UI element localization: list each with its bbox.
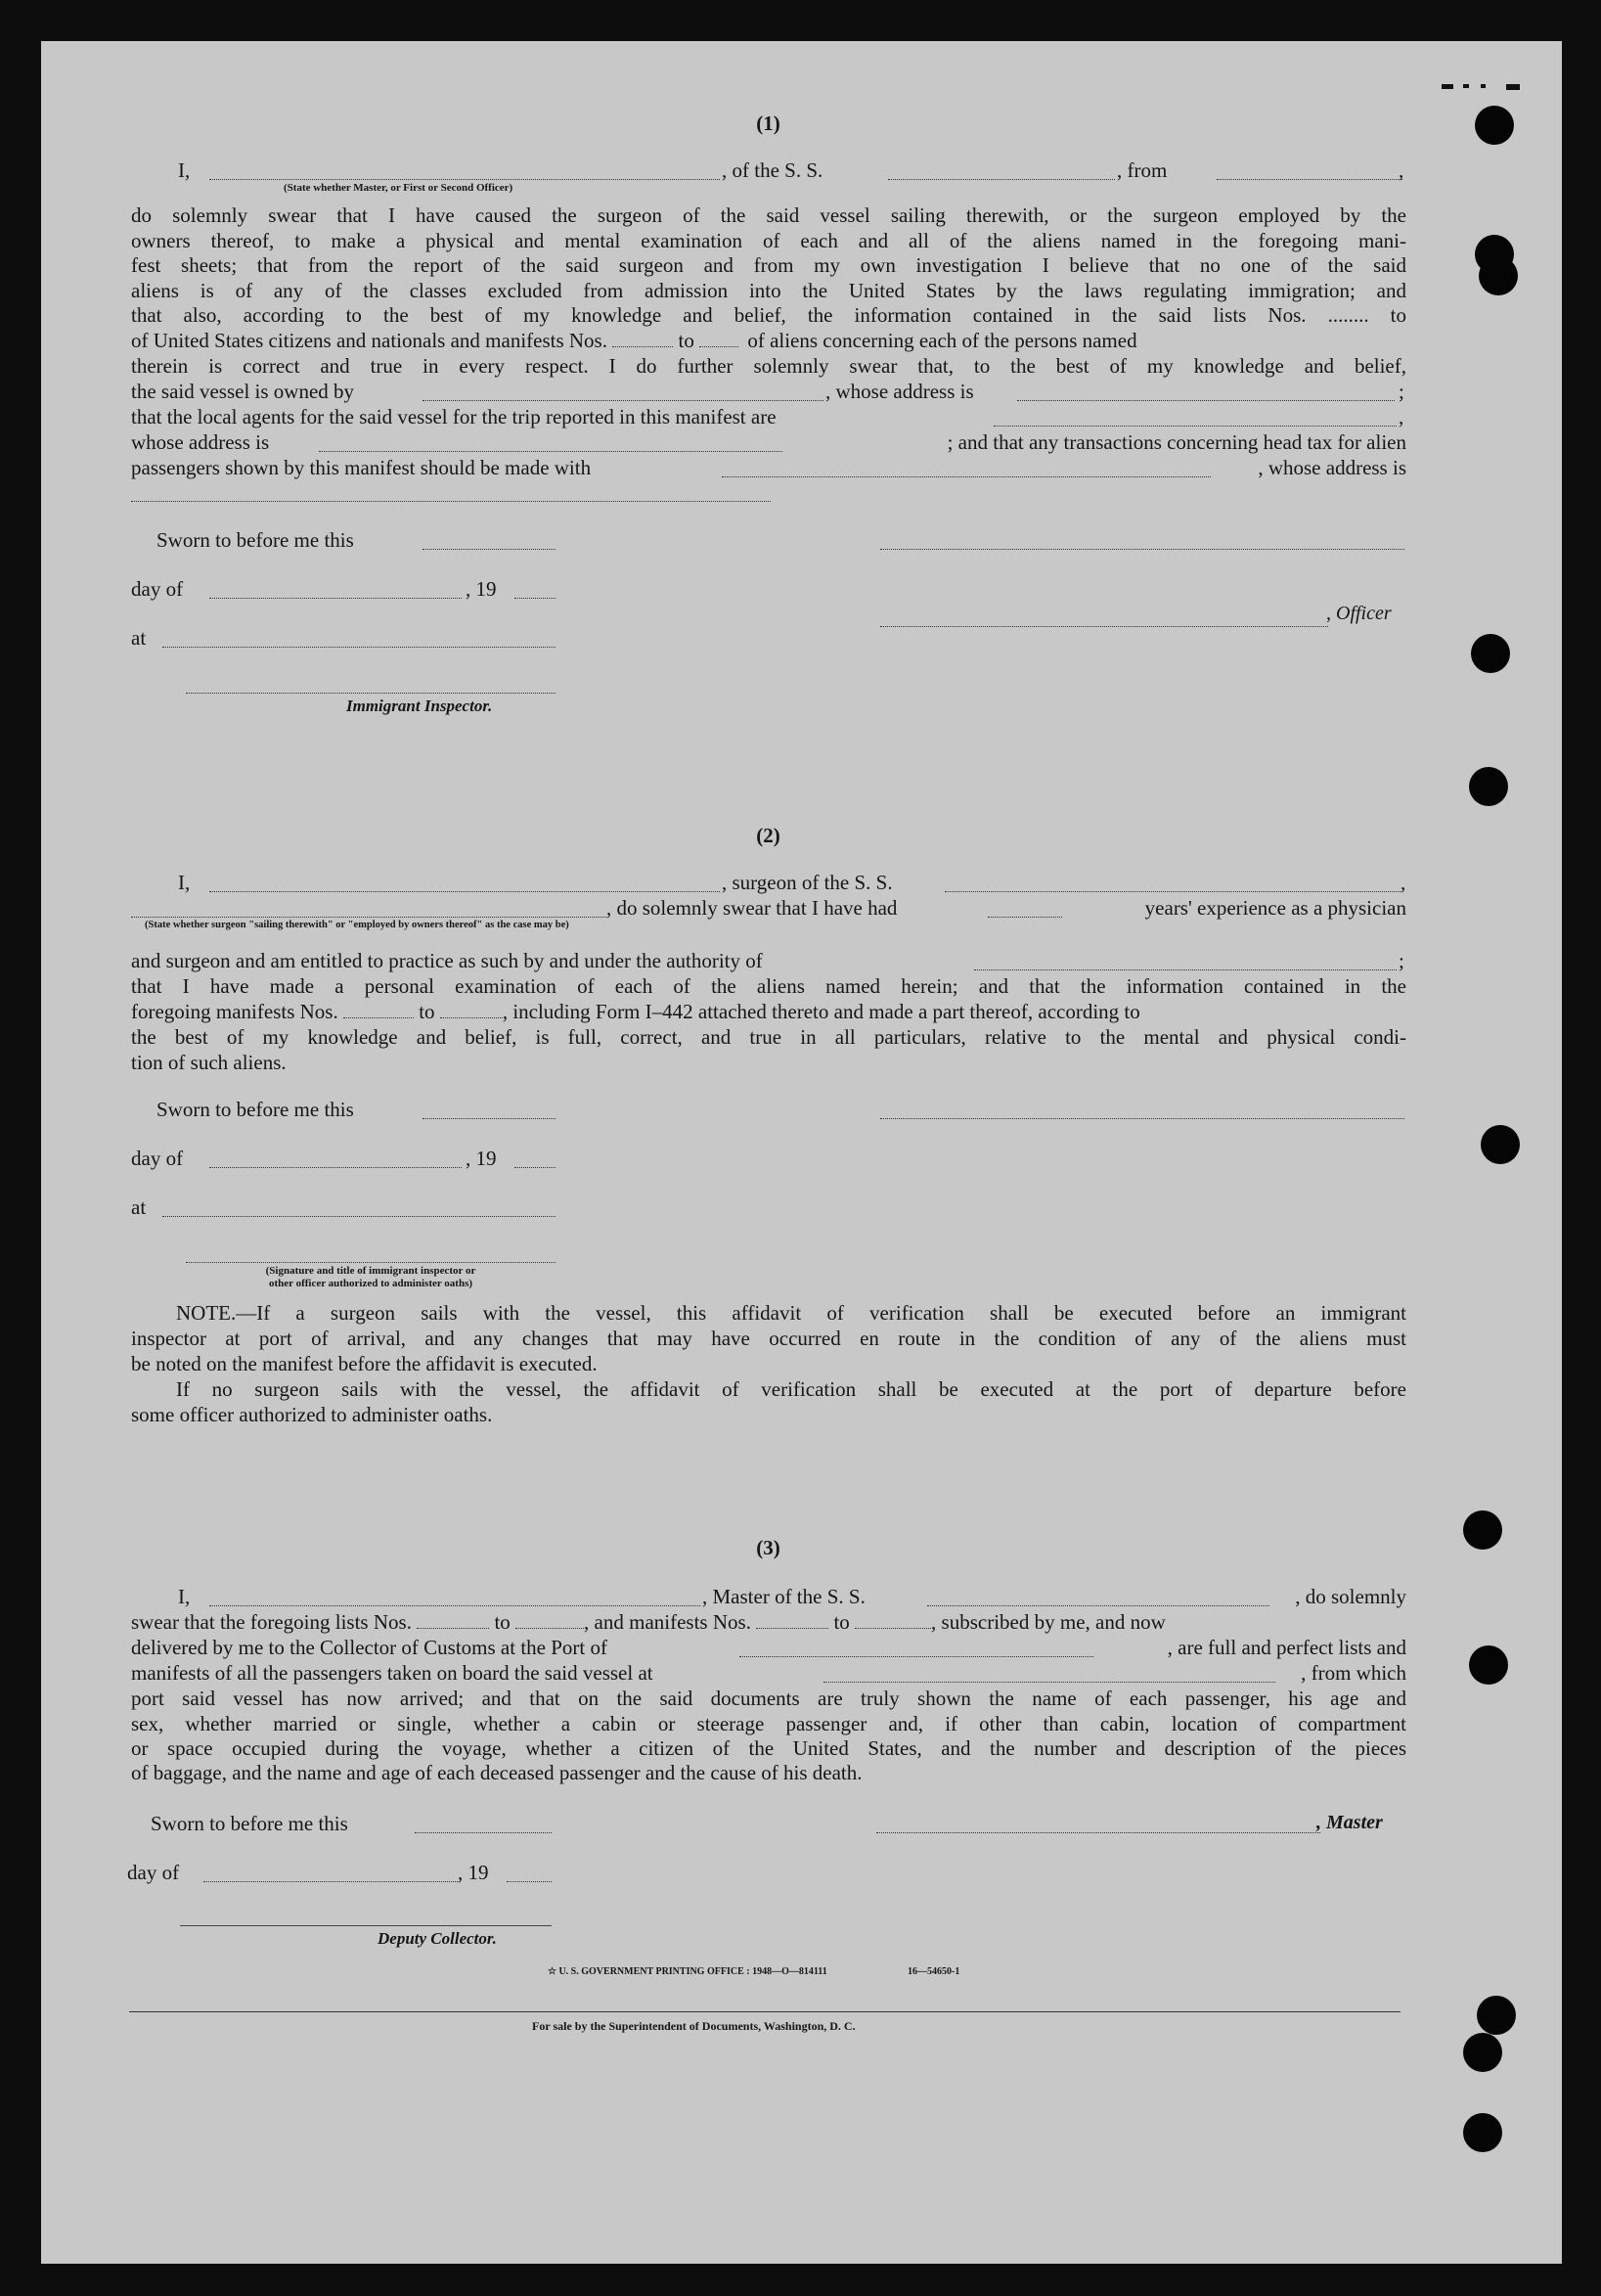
s1-line-1: I, [178, 158, 191, 182]
corner-mark [1442, 84, 1453, 89]
s1-officer-sig-line[interactable] [880, 549, 1404, 550]
corner-mark [1463, 84, 1469, 88]
s3-line-4b: , from which [1301, 1661, 1406, 1685]
s3-line-3b: , are full and perfect lists and [1167, 1636, 1406, 1659]
s2-surgeon-note: (State whether surgeon "sailing therewith" or "employed by owners thereof" as the case may be) [145, 920, 569, 930]
s1-head-tax-field[interactable] [722, 476, 1211, 477]
punch-hole [1469, 1645, 1508, 1685]
s2-line-4: that I have made a personal examination of each of the aliens named herein; and that the information contained in the [131, 974, 1406, 998]
s3-name-field[interactable] [209, 1605, 700, 1606]
s2-day-of: day of [131, 1147, 184, 1170]
punch-hole [1479, 256, 1518, 295]
s1-sworn-date-field[interactable] [422, 549, 556, 550]
s3-line-8: of baggage, and the name and age of each deceased passenger and the cause of his death. [131, 1761, 863, 1784]
s1-at-field[interactable] [162, 647, 556, 648]
s1-l9-end: , [1399, 405, 1404, 428]
s3-manifests-from-field[interactable] [756, 1628, 828, 1629]
punch-hole [1481, 1125, 1520, 1164]
s1-name-field[interactable] [209, 179, 720, 180]
s1-line-7: therein is correct and true in every respect. I do further solemnly swear that, to the best of my knowledge and belief, [131, 354, 1406, 378]
s1-manifest-from-field[interactable] [612, 346, 673, 347]
s3-i: I, [178, 1585, 191, 1608]
s2-note-para-2: If no surgeon sails with the vessel, the affidavit of verification shall be executed at the port of departure before [176, 1377, 1406, 1401]
s2-l3-end: ; [1399, 949, 1404, 972]
s1-inspector-sig-line[interactable] [186, 693, 556, 694]
corner-mark [1481, 84, 1486, 88]
corner-mark [1506, 84, 1520, 90]
s2-line-7: tion of such aliens. [131, 1051, 287, 1074]
s1-sworn: Sworn to before me this [156, 528, 354, 552]
s3-line-2: swear that the foregoing lists Nos. to , and manifests Nos. to , subscribed by me, and now [131, 1610, 1166, 1634]
s2-vessel-field[interactable] [945, 891, 1401, 892]
s2-sworn: Sworn to before me this [156, 1098, 354, 1121]
s1-line-6: of United States citizens and nationals and manifests Nos. to of aliens concerning each of the persons named [131, 329, 1137, 352]
s3-paragraph: port said vessel has now arrived; and that on the said documents are truly shown the name of each passenger, his age and sex, whether married or single, whether a cabin or steerage passenger and, if other than cabin, location of compartment or space occupied during the voyage, whether a citizen of the United States, and the number and description of the pieces [131, 1687, 1406, 1761]
gpo-imprint: ☆ U. S. GOVERNMENT PRINTING OFFICE : 1948—O—814111 [548, 1966, 827, 1977]
s3-sworn-date-field[interactable] [415, 1832, 552, 1833]
punch-hole [1463, 2033, 1502, 2072]
s2-year-field[interactable] [514, 1167, 556, 1168]
section-3-number: (3) [756, 1536, 780, 1559]
s1-from-field[interactable] [1217, 179, 1402, 180]
s2-years-field[interactable] [988, 917, 1062, 918]
s3-master-of: , Master of the S. S. [702, 1585, 866, 1608]
s1-agents-address-field[interactable] [319, 451, 782, 452]
s2-surgeon-of: , surgeon of the S. S. [722, 871, 893, 894]
s2-line-2b: years' experience as a physician [1144, 896, 1406, 920]
s1-line-8: the said vessel is owned by [131, 380, 355, 403]
s2-name-field[interactable] [209, 891, 720, 892]
s3-manifests-to-field[interactable] [855, 1628, 931, 1629]
sale-notice: For sale by the Superintendent of Documents, Washington, D. C. [532, 2019, 856, 2033]
s2-note-para-1: NOTE.—If a surgeon sails with the vessel, this affidavit of verification shall be executed before an immigrant inspector at port of arrival, and any changes that may have occurred en route in the condition of any of the aliens must [131, 1301, 1406, 1350]
s2-l1-end: , [1401, 871, 1406, 894]
s2-signature-note: (Signature and title of immigrant inspector or other officer authorized to administer oaths) [265, 1265, 476, 1289]
punch-hole [1477, 1996, 1516, 2035]
s2-line-3a: and surgeon and am entitled to practice as such by and under the authority of [131, 949, 763, 972]
s1-agents-field[interactable] [994, 426, 1397, 427]
s1-head-tax-address-field[interactable] [131, 501, 771, 502]
s3-port-field[interactable] [739, 1656, 1093, 1657]
s1-l8-end: ; [1399, 380, 1404, 403]
s2-status-field[interactable] [131, 917, 606, 918]
punch-hole [1463, 2113, 1502, 2152]
form-number: 16—54650-1 [908, 1966, 960, 1977]
s2-at-field[interactable] [162, 1216, 556, 1217]
s3-vessel-field[interactable] [927, 1605, 1269, 1606]
s1-whose-address-1: , whose address is [825, 380, 974, 403]
s1-year-field[interactable] [514, 598, 556, 599]
s2-i: I, [178, 871, 191, 894]
s1-line-11b: , whose address is [1258, 456, 1406, 479]
s3-line-3a: delivered by me to the Collector of Customs at the Port of [131, 1636, 607, 1659]
punch-hole [1471, 634, 1510, 673]
s3-year-field[interactable] [507, 1881, 552, 1882]
section-2-number: (2) [756, 824, 780, 847]
s1-at: at [131, 626, 147, 650]
s3-embark-field[interactable] [823, 1682, 1275, 1683]
s1-line1-end: , [1399, 158, 1404, 182]
s2-authority-field[interactable] [974, 969, 1397, 970]
s1-line-11a: passengers shown by this manifest should be made with [131, 456, 592, 479]
s1-officer-line[interactable] [880, 626, 1328, 627]
note-label: NOTE. [176, 1301, 237, 1325]
s2-sworn-date-field[interactable] [422, 1118, 556, 1119]
s1-day-field[interactable] [209, 598, 462, 599]
s1-line-10b: ; and that any transactions concerning head tax for alien [947, 430, 1406, 454]
s2-line-6: the best of my knowledge and belief, is full, correct, and true in all particulars, relative to the mental and physical condi- [131, 1025, 1406, 1049]
section-1-number: (1) [756, 112, 780, 135]
s3-solemnly: , do solemnly [1295, 1585, 1406, 1608]
s3-master-label: , Master [1316, 1812, 1383, 1833]
s2-note-para-1-end: be noted on the manifest before the affidavit is executed. [131, 1352, 598, 1375]
s1-inspector-label: Immigrant Inspector. [346, 697, 493, 715]
s3-day-field[interactable] [203, 1881, 460, 1882]
s1-line-9: that the local agents for the said vessel for the trip reported in this manifest are [131, 405, 777, 428]
s3-master-sig-line[interactable] [876, 1832, 1320, 1833]
s1-owner-field[interactable] [422, 400, 823, 401]
s1-owner-address-field[interactable] [1017, 400, 1395, 401]
s3-nineteen: , 19 [458, 1861, 489, 1884]
s2-at: at [131, 1195, 147, 1219]
s1-manifest-to-field[interactable] [699, 346, 738, 347]
s1-from: , from [1117, 158, 1168, 182]
s2-manifest-to-field[interactable] [440, 1017, 503, 1018]
s1-officer-label: , Officer [1326, 603, 1392, 624]
s3-day-of: day of [127, 1861, 180, 1884]
s1-day-of: day of [131, 577, 184, 601]
s3-line-4a: manifests of all the passengers taken on board the said vessel at [131, 1661, 653, 1685]
footer-rule [129, 2011, 1401, 2012]
s3-deputy-label: Deputy Collector. [378, 1929, 497, 1948]
punch-hole [1469, 767, 1508, 806]
s1-paragraph: do solemnly swear that I have caused the surgeon of the said vessel sailing therewith, or the surgeon employed by the owners thereof, to make a physical and mental examination of each and all of the aliens named in the foregoing mani- fest sheets; that from the report of the said surgeon and from my own investigation I believe that no one of the said aliens is of any of the classes excluded from admission into the United States by the laws regulating immigration; and that also, according to the best of my knowledge and belief, the information contained in the said lists Nos. ........ to [131, 203, 1406, 328]
s1-vessel-field[interactable] [888, 179, 1115, 180]
s2-day-field[interactable] [209, 1167, 462, 1168]
s1-officer-note: (State whether Master, or First or Second Officer) [284, 182, 513, 194]
s3-lists-to-field[interactable] [515, 1628, 584, 1629]
s1-line-10a: whose address is [131, 430, 270, 454]
s2-surgeon-sig-line[interactable] [880, 1118, 1404, 1119]
s2-line-5: foregoing manifests Nos. to , including Form I–442 attached thereto and made a part thereof, according to [131, 1000, 1140, 1023]
s1-of-ss: , of the S. S. [722, 158, 823, 182]
s2-line-2a: , do solemnly swear that I have had [606, 896, 898, 920]
s3-deputy-sig-line[interactable] [180, 1925, 552, 1926]
s2-nineteen: , 19 [466, 1147, 497, 1170]
s3-lists-from-field[interactable] [417, 1628, 489, 1629]
s2-manifest-from-field[interactable] [343, 1017, 414, 1018]
s2-note-para-2-end: some officer authorized to administer oaths. [131, 1403, 493, 1426]
s2-inspector-sig-line[interactable] [186, 1262, 556, 1263]
s1-nineteen: , 19 [466, 577, 497, 601]
s3-sworn: Sworn to before me this [151, 1812, 348, 1835]
